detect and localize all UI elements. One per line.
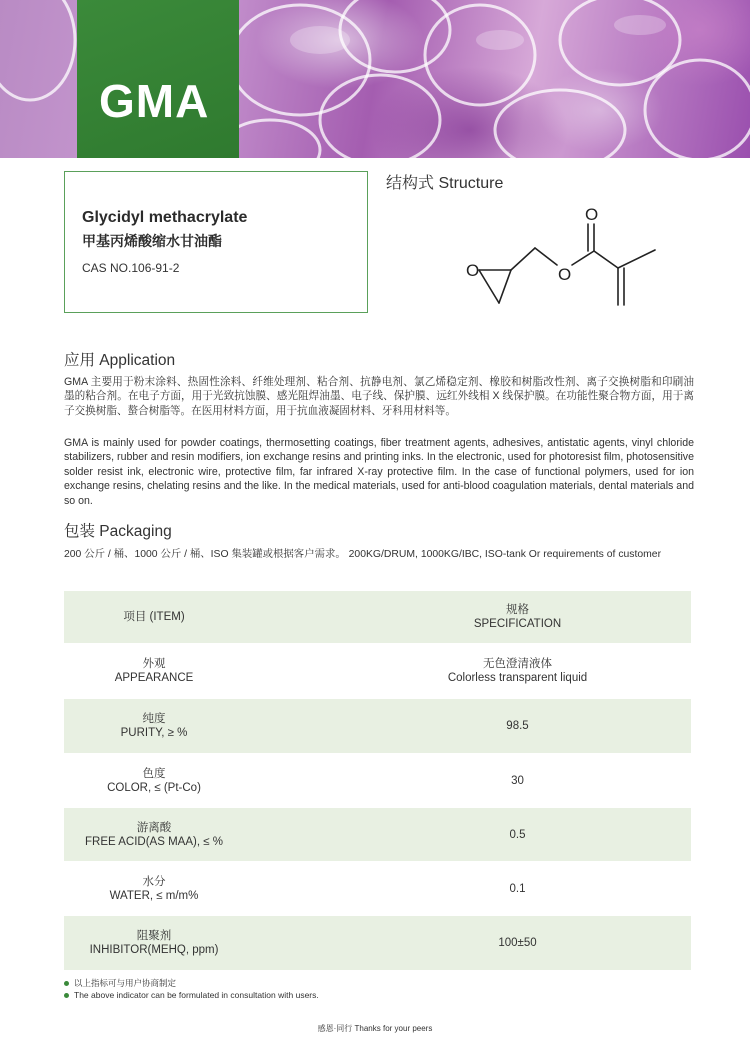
table-row [64, 916, 691, 971]
application-heading: 应用 Application [64, 352, 176, 369]
item-label-en: COLOR, ≤ (Pt-Co) [107, 781, 201, 794]
product-info-box [64, 171, 368, 313]
spec-value-cn: 无色澄清液体 [483, 658, 552, 670]
item-cell [64, 657, 244, 685]
bullet-icon [64, 981, 69, 986]
spec-cell [244, 657, 691, 685]
spec-cell [244, 882, 691, 896]
table-row [64, 754, 691, 808]
item-label-cn: 色度 [142, 767, 166, 780]
header-spec-cell [244, 603, 691, 631]
structure-heading: 结构式 Structure [386, 175, 504, 192]
spec-cell [244, 828, 691, 842]
note-text-en: The above indicator can be formulated in consultation with users. [74, 990, 319, 1000]
table-row [64, 808, 691, 862]
page-footer: 感恩·同行 Thanks for your peers [317, 1024, 433, 1033]
cas-number: CAS NO.106-91-2 [82, 261, 180, 275]
header-item-label: 项目 (ITEM) [123, 611, 185, 623]
item-label-en: WATER, ≤ m/m% [109, 889, 199, 902]
spec-cell [244, 719, 691, 733]
spec-cell [244, 774, 691, 788]
bullet-icon [64, 993, 69, 998]
note-text-cn: 以上指标可与用户协商制定 [74, 978, 177, 988]
spec-value-en: Colorless transparent liquid [447, 672, 588, 684]
carbonyl-oxygen-label: O [585, 205, 599, 224]
item-label-en: PURITY, ≥ % [120, 727, 188, 739]
table-row [64, 699, 691, 754]
packaging-text: 200 公斤 / 桶、1000 公斤 / 桶、ISO 集装罐或根据客户需求。 200KG/DRUM, 1000KG/IBC, ISO-tank Or requirements of customer [64, 549, 662, 560]
product-name-cn: 甲基丙烯酸缩水甘油酯 [82, 233, 222, 249]
spec-value: 100±50 [498, 937, 537, 949]
item-cell [64, 712, 244, 740]
note-en [64, 989, 319, 1001]
item-label-cn: 游离酸 [136, 821, 172, 834]
item-cell [64, 767, 244, 795]
application-text-en: GMA is mainly used for powder coatings, thermosetting coatings, fiber treatment agents, adhesives, antistatic agents, vinyl chloride stabilizers, rubber and resin modifiers, ion exchange resins and printing inks. In the electronic, used for photoresist film, photosensitive solder resist ink, electronic wire, protective film, far infrared X-ray protective film. In the case of functional polymers, used for ion exchange resins, chelating resins and the like. In the medical materials, used for anti-blood coagulation materials, dental materials and so on. [64, 437, 694, 507]
epoxide-oxygen-label: O [466, 261, 480, 280]
note-cn [64, 977, 319, 989]
item-label-cn: 水分 [142, 875, 166, 888]
item-label-cn: 纯度 [142, 713, 166, 725]
header-spec-cn: 规格 [506, 604, 529, 616]
table-header-row [64, 591, 691, 644]
application-text-cn: GMA 主要用于粉末涂料、热固性涂料、纤维处理剂、粘合剂、抗静电剂、氯乙烯稳定剂、橡胶和树脂改性剂、离子交换树脂和印刷油墨的粘合剂。在电子方面，用于光致抗蚀膜、感光阻焊油墨、电子线、保护膜、远红外线相 X 线保护膜。在功能性聚合物方面，用于离子交换树脂、螯合树脂等。在医用材料方面，用于抗血液凝固材料、牙科用材料等。 [64, 376, 694, 417]
item-cell [64, 821, 244, 849]
item-cell [64, 875, 244, 903]
table-row [64, 644, 691, 699]
spec-value: 0.1 [509, 882, 526, 895]
spec-cell [244, 936, 691, 950]
spec-value: 98.5 [506, 720, 529, 732]
item-label-cn: 外观 [142, 658, 166, 670]
table-row [64, 862, 691, 916]
gma-title-block [77, 0, 239, 158]
header-banner [0, 0, 750, 158]
item-label-en: FREE ACID(AS MAA), ≤ % [85, 835, 223, 848]
table-notes [64, 977, 319, 1001]
item-label-en: APPEARANCE [114, 672, 194, 684]
spec-value: 0.5 [509, 828, 526, 841]
chemical-structure-diagram [450, 200, 670, 315]
spec-value: 30 [511, 774, 524, 787]
item-label-cn: 阻聚剂 [136, 930, 172, 942]
item-cell [64, 929, 244, 957]
page-title: GMA [99, 75, 210, 127]
product-name-en: Glycidyl methacrylate [82, 209, 248, 226]
header-spec-en: SPECIFICATION [473, 618, 562, 630]
ester-oxygen-label: O [558, 265, 572, 284]
item-label-en: INHIBITOR(MEHQ, ppm) [89, 944, 219, 956]
packaging-heading: 包装 Packaging [64, 523, 172, 540]
specification-table [64, 591, 691, 971]
header-item-cell [64, 610, 244, 624]
